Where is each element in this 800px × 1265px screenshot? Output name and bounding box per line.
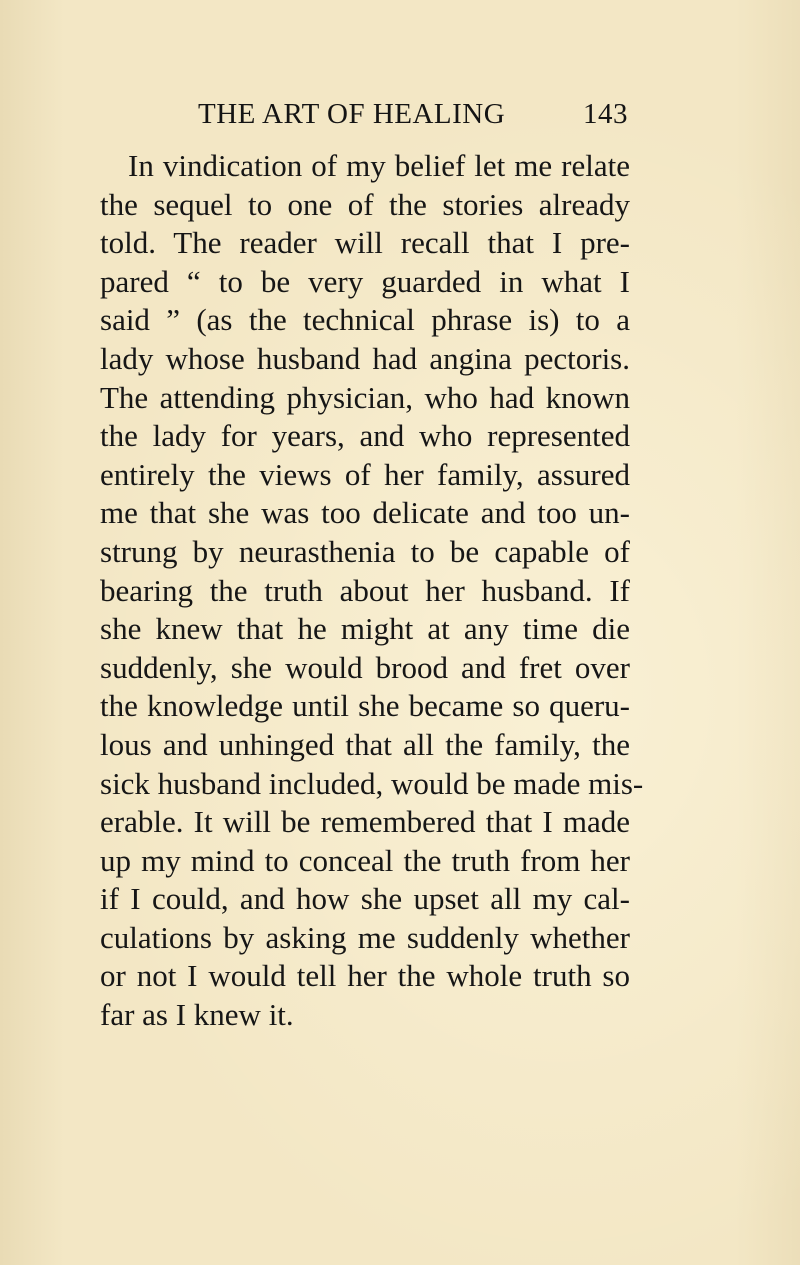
text-line: bearing the truth about her husband. If [100, 572, 630, 608]
running-head [198, 98, 628, 138]
text-line: she knew that he might at any time die [100, 611, 630, 647]
text-line: if I could, and how she upset all my cal- [100, 881, 630, 917]
text-line: the knowledge until she became so queru- [100, 688, 630, 724]
text-line: lady whose husband had angina pectoris. [100, 340, 630, 376]
body-paragraph [100, 147, 644, 1035]
text-line: up my mind to conceal the truth from her [100, 842, 630, 878]
running-head-title: THE ART OF HEALING [198, 98, 506, 130]
text-line: the lady for years, and who represented [100, 418, 630, 454]
page-number: 143 [583, 98, 628, 130]
text-line: erable. It will be remembered that I made [100, 804, 630, 840]
text-line: far as I knew it. [100, 997, 294, 1033]
text-line: or not I would tell her the whole truth so [100, 958, 630, 994]
text-line: me that she was too delicate and too un- [100, 495, 630, 531]
text-line: entirely the views of her family, assured [100, 456, 630, 492]
text-line: pared “ to be very guarded in what I [100, 263, 630, 299]
text-line: the sequel to one of the stories already [100, 186, 630, 222]
text-line: lous and unhinged that all the family, the [100, 726, 630, 762]
text-line: The attending physician, who had known [100, 379, 630, 415]
text-line: culations by asking me suddenly whether [100, 919, 630, 955]
text-line: In vindication of my belief let me relate [128, 148, 630, 183]
text-line: strung by neurasthenia to be capable of [100, 533, 630, 569]
text-line: told. The reader will recall that I pre- [100, 225, 630, 261]
text-line: sick husband included, would be made mis- [100, 765, 644, 801]
text-line: suddenly, she would brood and fret over [100, 649, 630, 685]
text-line: said ” (as the technical phrase is) to a [100, 302, 630, 338]
